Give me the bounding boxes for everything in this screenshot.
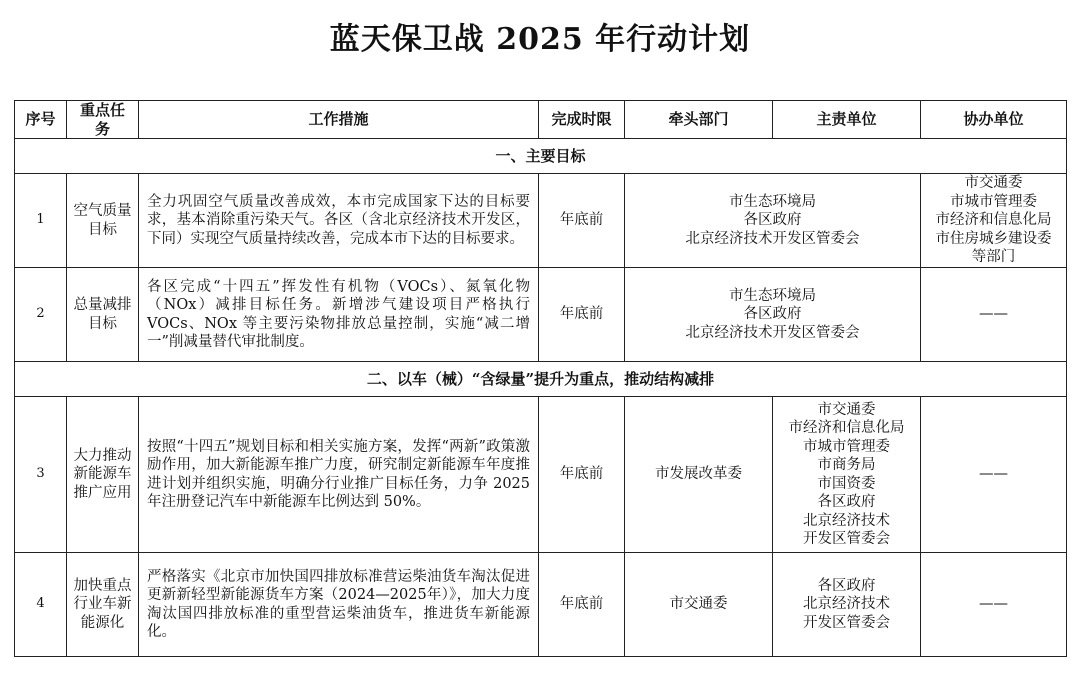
table-row [15,553,1067,657]
row-deadline: 年底前 [539,553,625,657]
section-row [15,139,1067,174]
row-measure: 严格落实《北京市加快国四排放标准营运柴油货车淘汰促进更新新轻型新能源货车方案（2024—2025年）》，加大力度淘汰国四排放标准的重型营运柴油货车，推进货车新能源化。 [139,553,539,657]
col-header-task: 重点任务 [67,101,139,139]
col-header-assist: 协办单位 [921,101,1067,139]
row-index: 1 [15,174,67,268]
col-header-lead: 牵头部门 [625,101,773,139]
row-assist: 市交通委 市城市管理委 市经济和信息化局 市住房城乡建设委 等部门 [921,174,1067,268]
col-header-responsible: 主责单位 [773,101,921,139]
row-lead-responsible: 市生态环境局 各区政府 北京经济技术开发区管委会 [625,174,921,268]
table-row [15,174,1067,268]
row-measure: 各区完成“十四五”挥发性有机物（VOCs）、氮氧化物（NOx）减排目标任务。新增涉气建设项目严格执行 VOCs、NOx 等主要污染物排放总量控制，实施“减二增一”削减量替代审批制度。 [139,268,539,362]
row-index: 4 [15,553,67,657]
col-header-measure: 工作措施 [139,101,539,139]
row-task: 空气质量 目标 [67,174,139,268]
col-header-deadline: 完成时限 [539,101,625,139]
row-task: 总量减排 目标 [67,268,139,362]
action-plan-table [14,100,1067,657]
row-responsible: 各区政府 北京经济技术 开发区管委会 [773,553,921,657]
section-row [15,362,1067,397]
header-row [15,101,1067,139]
row-measure: 全力巩固空气质量改善成效，本市完成国家下达的目标要求，基本消除重污染天气。各区（含北京经济技术开发区，下同）实现空气质量持续改善，完成本市下达的目标要求。 [139,174,539,268]
row-responsible: 市交通委 市经济和信息化局 市城市管理委 市商务局 市国资委 各区政府 北京经济技术 开发区管委会 [773,397,921,553]
row-assist: —— [921,553,1067,657]
row-task: 加快重点 行业车新 能源化 [67,553,139,657]
row-assist: —— [921,268,1067,362]
row-assist: —— [921,397,1067,553]
row-index: 3 [15,397,67,553]
table-row [15,268,1067,362]
row-measure: 按照“十四五”规划目标和相关实施方案，发挥“两新”政策激励作用，加大新能源车推广力度，研究制定新能源车年度推进计划并组织实施，明确分行业推广目标任务，力争 2025 年注册登记汽车中新能源车比例达到 50%。 [139,397,539,553]
row-index: 2 [15,268,67,362]
row-deadline: 年底前 [539,268,625,362]
section-title-1: 一、主要目标 [15,139,1067,174]
row-lead-responsible: 市生态环境局 各区政府 北京经济技术开发区管委会 [625,268,921,362]
col-header-index: 序号 [15,101,67,139]
section-title-2: 二、以车（械）“含绿量”提升为重点，推动结构减排 [15,362,1067,397]
row-deadline: 年底前 [539,397,625,553]
row-lead: 市发展改革委 [625,397,773,553]
row-task: 大力推动 新能源车 推广应用 [67,397,139,553]
page-title: 蓝天保卫战 2025 年行动计划 [329,22,751,57]
table-row [15,397,1067,553]
row-deadline: 年底前 [539,174,625,268]
row-lead: 市交通委 [625,553,773,657]
